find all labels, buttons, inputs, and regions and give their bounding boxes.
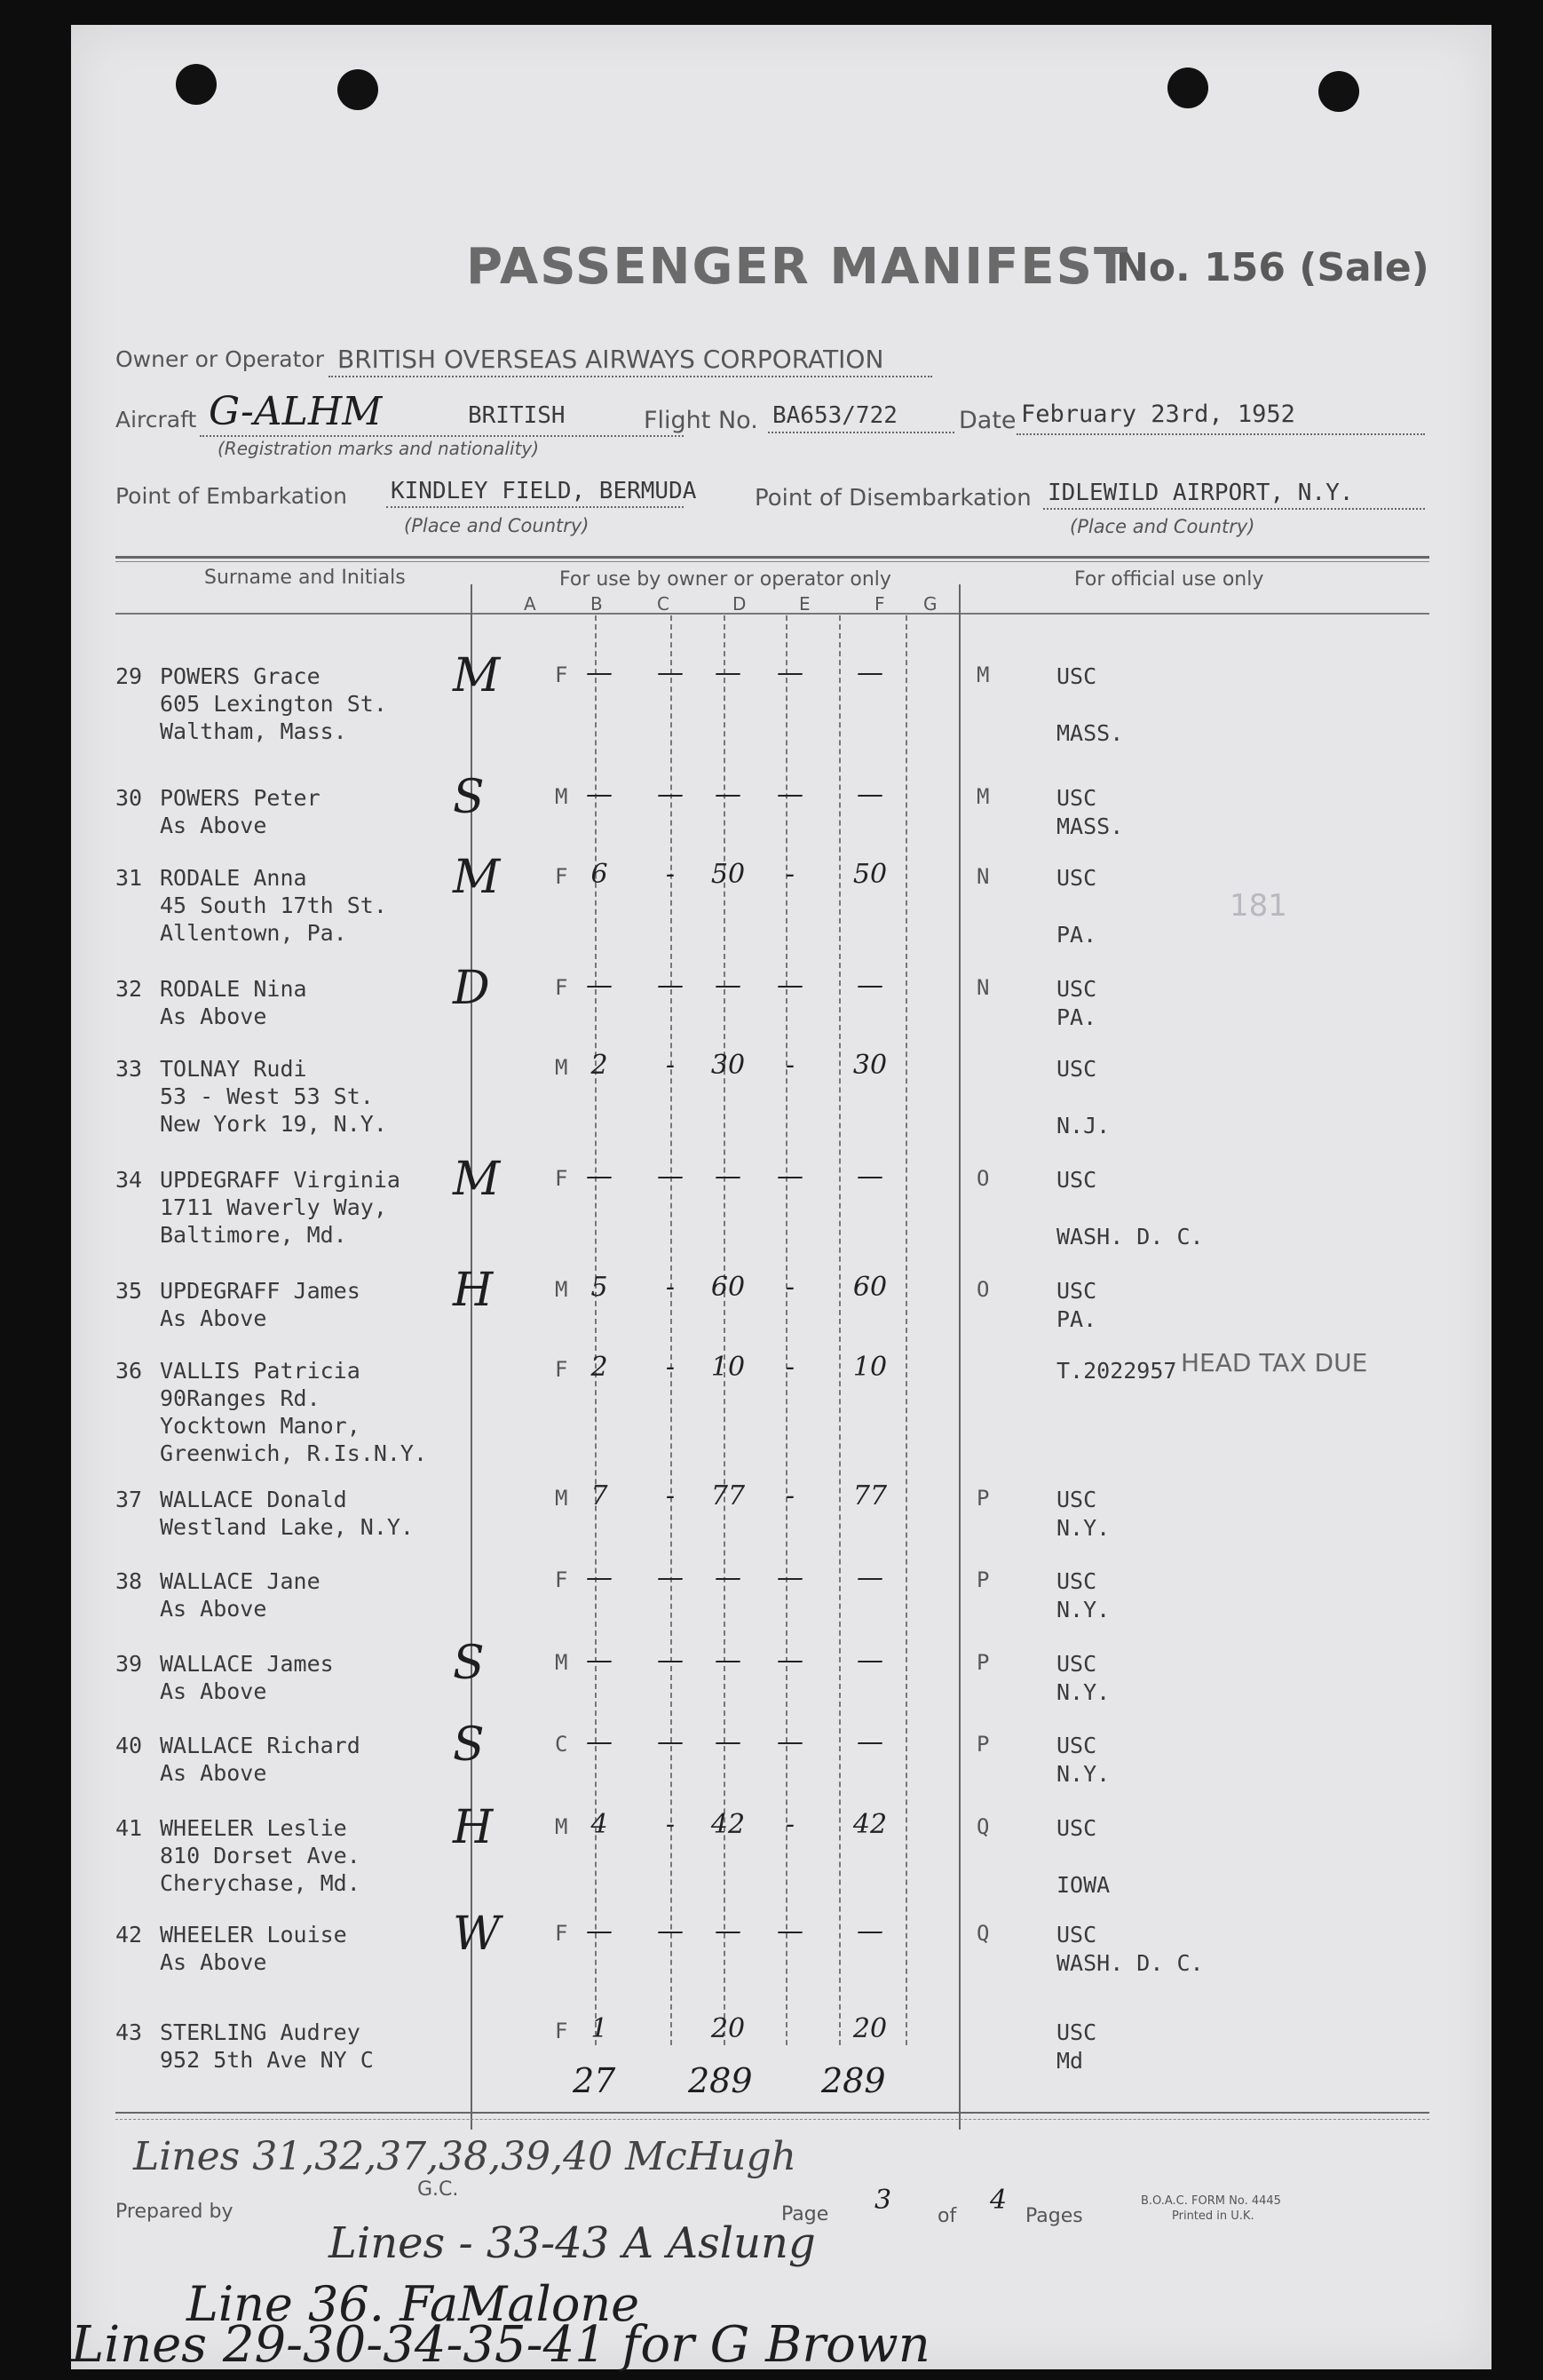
passenger-name: WALLACE Richard [160, 1733, 360, 1758]
column-e-value: - [785, 1480, 795, 1511]
column-b-value: — [586, 1916, 613, 1947]
passenger-address-line: Cherychase, Md. [160, 1870, 360, 1896]
sex-code: M [555, 1055, 568, 1080]
page-number: 3 [874, 2185, 892, 2216]
column-c-value: — [657, 779, 684, 810]
column-c-value: - [665, 1352, 676, 1383]
passenger-number: 30 [115, 785, 143, 811]
aircraft-registration: G-ALHM [209, 389, 383, 434]
column-e-value: - [785, 859, 795, 890]
column-letter: C [657, 593, 669, 615]
handwritten-mark: W [453, 1908, 501, 1961]
owner-column-header: For use by owner or operator only [559, 568, 891, 591]
flight-label: Flight No. [644, 407, 758, 434]
date-label: Date [959, 407, 1017, 434]
official-status: USC [1056, 1487, 1097, 1512]
group-code: P [977, 1732, 990, 1757]
column-c-value: - [665, 1809, 676, 1840]
passenger-name: STERLING Audrey [160, 2019, 360, 2045]
passenger-address-line: New York 19, N.Y. [160, 1111, 387, 1137]
official-status: USC [1056, 1056, 1097, 1082]
column-c-value: — [657, 1645, 684, 1676]
passenger-name: UPDEGRAFF Virginia [160, 1167, 400, 1193]
passenger-name: WHEELER Leslie [160, 1815, 347, 1841]
column-f-value: 77 [852, 1480, 888, 1511]
column-f-value: — [857, 1562, 883, 1593]
official-column-header: For official use only [1074, 568, 1264, 591]
column-b-value: 4 [590, 1809, 608, 1840]
column-f-value: 20 [852, 2013, 888, 2044]
pages-label: Pages [1025, 2205, 1083, 2227]
of-label: of [938, 2205, 957, 2227]
group-code: P [977, 1486, 990, 1511]
column-letter: E [799, 593, 811, 615]
official-status: T.2022957 [1056, 1358, 1177, 1384]
sex-code: F [555, 2019, 568, 2043]
passenger-number: 33 [115, 1056, 143, 1082]
official-state: N.Y. [1056, 1679, 1111, 1705]
group-code: M [977, 784, 990, 809]
flight-number: BA653/722 [772, 402, 898, 429]
passenger-address-line: Allentown, Pa. [160, 920, 347, 946]
column-b-value: — [586, 1726, 613, 1757]
column-f-value: — [857, 1161, 883, 1192]
official-state: N.Y. [1056, 1515, 1111, 1541]
passenger-address-line: Greenwich, R.Is.N.Y. [160, 1440, 428, 1466]
surname-column-header: Surname and Initials [204, 567, 406, 589]
column-e-value: — [777, 657, 803, 688]
column-c-value: - [665, 1050, 676, 1081]
official-state: MASS. [1056, 813, 1124, 839]
column-letter: A [524, 593, 536, 615]
form-number: No. 156 (Sale) [1116, 245, 1429, 290]
column-c-value: — [657, 1916, 684, 1947]
official-status: USC [1056, 785, 1097, 811]
date-value: February 23rd, 1952 [1021, 401, 1295, 428]
passenger-name: POWERS Peter [160, 785, 320, 811]
column-c-value: — [657, 1726, 684, 1757]
passenger-number: 40 [115, 1733, 143, 1758]
column-c-value: - [665, 1272, 676, 1303]
passenger-number: 35 [115, 1278, 143, 1304]
column-f-value: 30 [852, 1050, 888, 1081]
column-e-value: - [785, 1352, 795, 1383]
column-e-value: — [777, 1161, 803, 1192]
column-f-value: — [857, 779, 883, 810]
official-status: USC [1056, 1815, 1097, 1841]
head-tax-note: HEAD TAX DUE [1181, 1348, 1368, 1377]
passenger-address-line: 952 5th Ave NY C [160, 2047, 374, 2073]
official-state: MASS. [1056, 720, 1124, 746]
passenger-number: 42 [115, 1922, 143, 1948]
printed-in: Printed in U.K. [1172, 2209, 1254, 2223]
column-b-value: 5 [590, 1272, 608, 1303]
group-code: N [977, 864, 990, 889]
passenger-number: 37 [115, 1487, 143, 1512]
column-d-value: 42 [710, 1809, 746, 1840]
official-status: USC [1056, 2019, 1097, 2045]
passenger-number: 31 [115, 865, 143, 891]
official-status: USC [1056, 1278, 1097, 1304]
handwritten-mark: M [453, 851, 501, 904]
page-label: Page [781, 2203, 829, 2225]
sex-code: M [555, 1277, 568, 1302]
column-b-value: 1 [590, 2013, 608, 2044]
column-e-value: — [777, 779, 803, 810]
passenger-number: 41 [115, 1815, 143, 1841]
group-code: M [977, 662, 990, 687]
official-state: Md [1056, 2048, 1084, 2074]
column-b-value: 2 [590, 1050, 608, 1081]
column-e-value: — [777, 1562, 803, 1593]
column-letter: G [923, 593, 938, 615]
sex-code: M [555, 1814, 568, 1839]
column-d-value: — [715, 657, 741, 688]
column-letter: D [732, 593, 747, 615]
handwritten-mark: H [453, 1264, 494, 1317]
disembarkation-sublabel: (Place and Country) [1070, 516, 1255, 537]
handwritten-mark: S [453, 1718, 485, 1772]
official-state: PA. [1056, 922, 1097, 948]
column-b-value: — [586, 1562, 613, 1593]
passenger-address-line: As Above [160, 813, 267, 838]
sex-code: F [555, 662, 568, 687]
sex-code: M [555, 784, 568, 809]
passenger-name: UPDEGRAFF James [160, 1278, 360, 1304]
column-d-value: 60 [710, 1272, 746, 1303]
handwritten-lines-note: Lines 31,32,37,38,39,40 McHugh [133, 2134, 796, 2179]
passenger-address-line: As Above [160, 1678, 267, 1704]
passenger-number: 39 [115, 1651, 143, 1677]
sex-code: F [555, 975, 568, 1000]
passenger-name: RODALE Nina [160, 976, 307, 1002]
official-state: PA. [1056, 1004, 1097, 1030]
passenger-number: 32 [115, 976, 143, 1002]
column-d-value: 50 [710, 859, 746, 890]
sex-code: F [555, 1567, 568, 1592]
passenger-address-line: 90Ranges Rd. [160, 1385, 320, 1411]
official-status: USC [1056, 1733, 1097, 1758]
group-code: P [977, 1567, 990, 1592]
column-f-value: 50 [852, 859, 888, 890]
passenger-name: RODALE Anna [160, 865, 307, 891]
column-e-value: — [777, 970, 803, 1001]
group-code: Q [977, 1814, 990, 1839]
gc-initials: G.C. [417, 2178, 459, 2201]
punch-hole [1167, 67, 1208, 108]
handwritten-signoff-1: Lines - 33-43 A Aslung [328, 2218, 816, 2268]
passenger-name: WHEELER Louise [160, 1922, 347, 1948]
passenger-name: WALLACE Jane [160, 1568, 320, 1594]
passenger-address-line: 1711 Waverly Way, [160, 1194, 387, 1220]
handwritten-mark: M [453, 649, 501, 702]
passenger-address-line: 810 Dorset Ave. [160, 1843, 360, 1868]
aircraft-nationality: BRITISH [468, 402, 566, 429]
column-d-value: 77 [710, 1480, 746, 1511]
passenger-number: 43 [115, 2019, 143, 2045]
column-b-value: — [586, 1161, 613, 1192]
passenger-address-line: As Above [160, 1949, 267, 1975]
official-state: N.J. [1056, 1113, 1111, 1138]
column-e-value: — [777, 1916, 803, 1947]
column-f-value: — [857, 1916, 883, 1947]
group-code: O [977, 1277, 990, 1302]
total-b: 27 [573, 2061, 616, 2100]
column-d-value: — [715, 1645, 741, 1676]
official-status: USC [1056, 1651, 1097, 1677]
embarkation-value: KINDLEY FIELD, BERMUDA [391, 478, 697, 504]
column-c-value: — [657, 1161, 684, 1192]
sex-code: M [555, 1486, 568, 1511]
total-f: 289 [821, 2061, 886, 2100]
handwritten-mark: D [453, 962, 490, 1015]
passenger-number: 36 [115, 1358, 143, 1384]
handwritten-mark: S [453, 771, 485, 824]
sex-code: F [555, 1921, 568, 1946]
column-d-value: — [715, 779, 741, 810]
passenger-address-line: As Above [160, 1305, 267, 1331]
official-status: USC [1056, 865, 1097, 891]
embarkation-label: Point of Embarkation [115, 483, 347, 509]
sex-code: M [555, 1650, 568, 1675]
passenger-address-line: As Above [160, 1596, 267, 1622]
passenger-name: WALLACE Donald [160, 1487, 347, 1512]
column-e-value: - [785, 1809, 795, 1840]
column-c-value: - [665, 1480, 676, 1511]
manifest-page [71, 25, 1492, 2374]
sex-code: C [555, 1732, 568, 1757]
disembarkation-value: IDLEWILD AIRPORT, N.Y. [1048, 480, 1354, 506]
punch-hole [1318, 71, 1359, 112]
column-f-value: 10 [852, 1352, 888, 1383]
passenger-name: TOLNAY Rudi [160, 1056, 307, 1082]
column-divider [959, 584, 961, 2130]
column-b-value: 7 [590, 1480, 608, 1511]
page-stamp: 181 [1230, 888, 1287, 924]
punch-hole [337, 69, 378, 110]
column-c-value: - [665, 859, 676, 890]
column-f-value: — [857, 970, 883, 1001]
official-state: WASH. D. C. [1056, 1224, 1204, 1250]
official-state: WASH. D. C. [1056, 1950, 1204, 1976]
passenger-address-line: Waltham, Mass. [160, 718, 347, 744]
sex-code: F [555, 1166, 568, 1191]
column-c-value: — [657, 970, 684, 1001]
group-code: O [977, 1166, 990, 1191]
column-letter: F [874, 593, 885, 615]
column-e-value: - [785, 1050, 795, 1081]
owner-value: BRITISH OVERSEAS AIRWAYS CORPORATION [337, 345, 884, 374]
handwritten-signoff-3: Lines 29-30-34-35-41 for G Brown [71, 2316, 930, 2374]
official-status: USC [1056, 1568, 1097, 1594]
column-e-value: — [777, 1726, 803, 1757]
official-status: USC [1056, 663, 1097, 689]
disembarkation-label: Point of Disembarkation [755, 485, 1032, 512]
column-b-value: — [586, 657, 613, 688]
page-total: 4 [990, 2185, 1008, 2216]
column-f-value: 42 [852, 1809, 888, 1840]
official-status: USC [1056, 1167, 1097, 1193]
column-b-value: — [586, 970, 613, 1001]
passenger-address-line: 45 South 17th St. [160, 892, 387, 918]
group-code: Q [977, 1921, 990, 1946]
handwritten-mark: M [453, 1153, 501, 1206]
passenger-address-line: Baltimore, Md. [160, 1222, 347, 1248]
column-d-value: 30 [710, 1050, 746, 1081]
group-code: N [977, 975, 990, 1000]
column-d-value: — [715, 1562, 741, 1593]
column-d-value: — [715, 1726, 741, 1757]
column-d-value: 10 [710, 1352, 746, 1383]
column-b-value: 6 [590, 859, 608, 890]
column-c-value: — [657, 657, 684, 688]
aircraft-sublabel: (Registration marks and nationality) [218, 438, 540, 459]
official-state: N.Y. [1056, 1597, 1111, 1622]
passenger-address-line: As Above [160, 1004, 267, 1029]
form-title: PASSENGER MANIFEST [466, 238, 1130, 296]
group-code: P [977, 1650, 990, 1675]
column-f-value: — [857, 1726, 883, 1757]
column-e-value: — [777, 1645, 803, 1676]
handwritten-mark: S [453, 1637, 485, 1690]
column-letter: B [590, 593, 603, 615]
punch-hole [176, 64, 217, 105]
column-e-value: - [785, 1272, 795, 1303]
official-status: USC [1056, 976, 1097, 1002]
official-state: N.Y. [1056, 1761, 1111, 1787]
column-c-value: — [657, 1562, 684, 1593]
form-number-footer: B.O.A.C. FORM No. 4445 [1141, 2194, 1281, 2208]
passenger-address-line: 605 Lexington St. [160, 691, 387, 717]
column-b-value: 2 [590, 1352, 608, 1383]
column-d-value: — [715, 970, 741, 1001]
passenger-address-line: 53 - West 53 St. [160, 1083, 374, 1109]
passenger-name: VALLIS Patricia [160, 1358, 360, 1384]
official-state: IOWA [1056, 1872, 1111, 1898]
column-f-value: — [857, 1645, 883, 1676]
passenger-address-line: Yocktown Manor, [160, 1413, 360, 1439]
column-b-value: — [586, 779, 613, 810]
column-d-value: — [715, 1161, 741, 1192]
column-b-value: — [586, 1645, 613, 1676]
passenger-address-line: As Above [160, 1760, 267, 1786]
official-state: PA. [1056, 1306, 1097, 1332]
passenger-number: 29 [115, 663, 143, 689]
passenger-name: WALLACE James [160, 1651, 334, 1677]
official-status: USC [1056, 1922, 1097, 1948]
handwritten-signoff-2: Line 36. FaMalone [186, 2276, 640, 2332]
passenger-number: 38 [115, 1568, 143, 1594]
column-d-value: — [715, 1916, 741, 1947]
aircraft-label: Aircraft [115, 407, 197, 432]
sex-code: F [555, 1357, 568, 1382]
owner-label: Owner or Operator [115, 346, 324, 372]
embarkation-sublabel: (Place and Country) [404, 515, 590, 536]
prepared-by-label: Prepared by [115, 2201, 233, 2223]
passenger-number: 34 [115, 1167, 143, 1193]
passenger-address-line: Westland Lake, N.Y. [160, 1514, 414, 1540]
handwritten-mark: H [453, 1801, 494, 1854]
total-d: 289 [688, 2061, 753, 2100]
column-f-value: — [857, 657, 883, 688]
sex-code: F [555, 864, 568, 889]
column-f-value: 60 [852, 1272, 888, 1303]
passenger-name: POWERS Grace [160, 663, 320, 689]
column-d-value: 20 [710, 2013, 746, 2044]
